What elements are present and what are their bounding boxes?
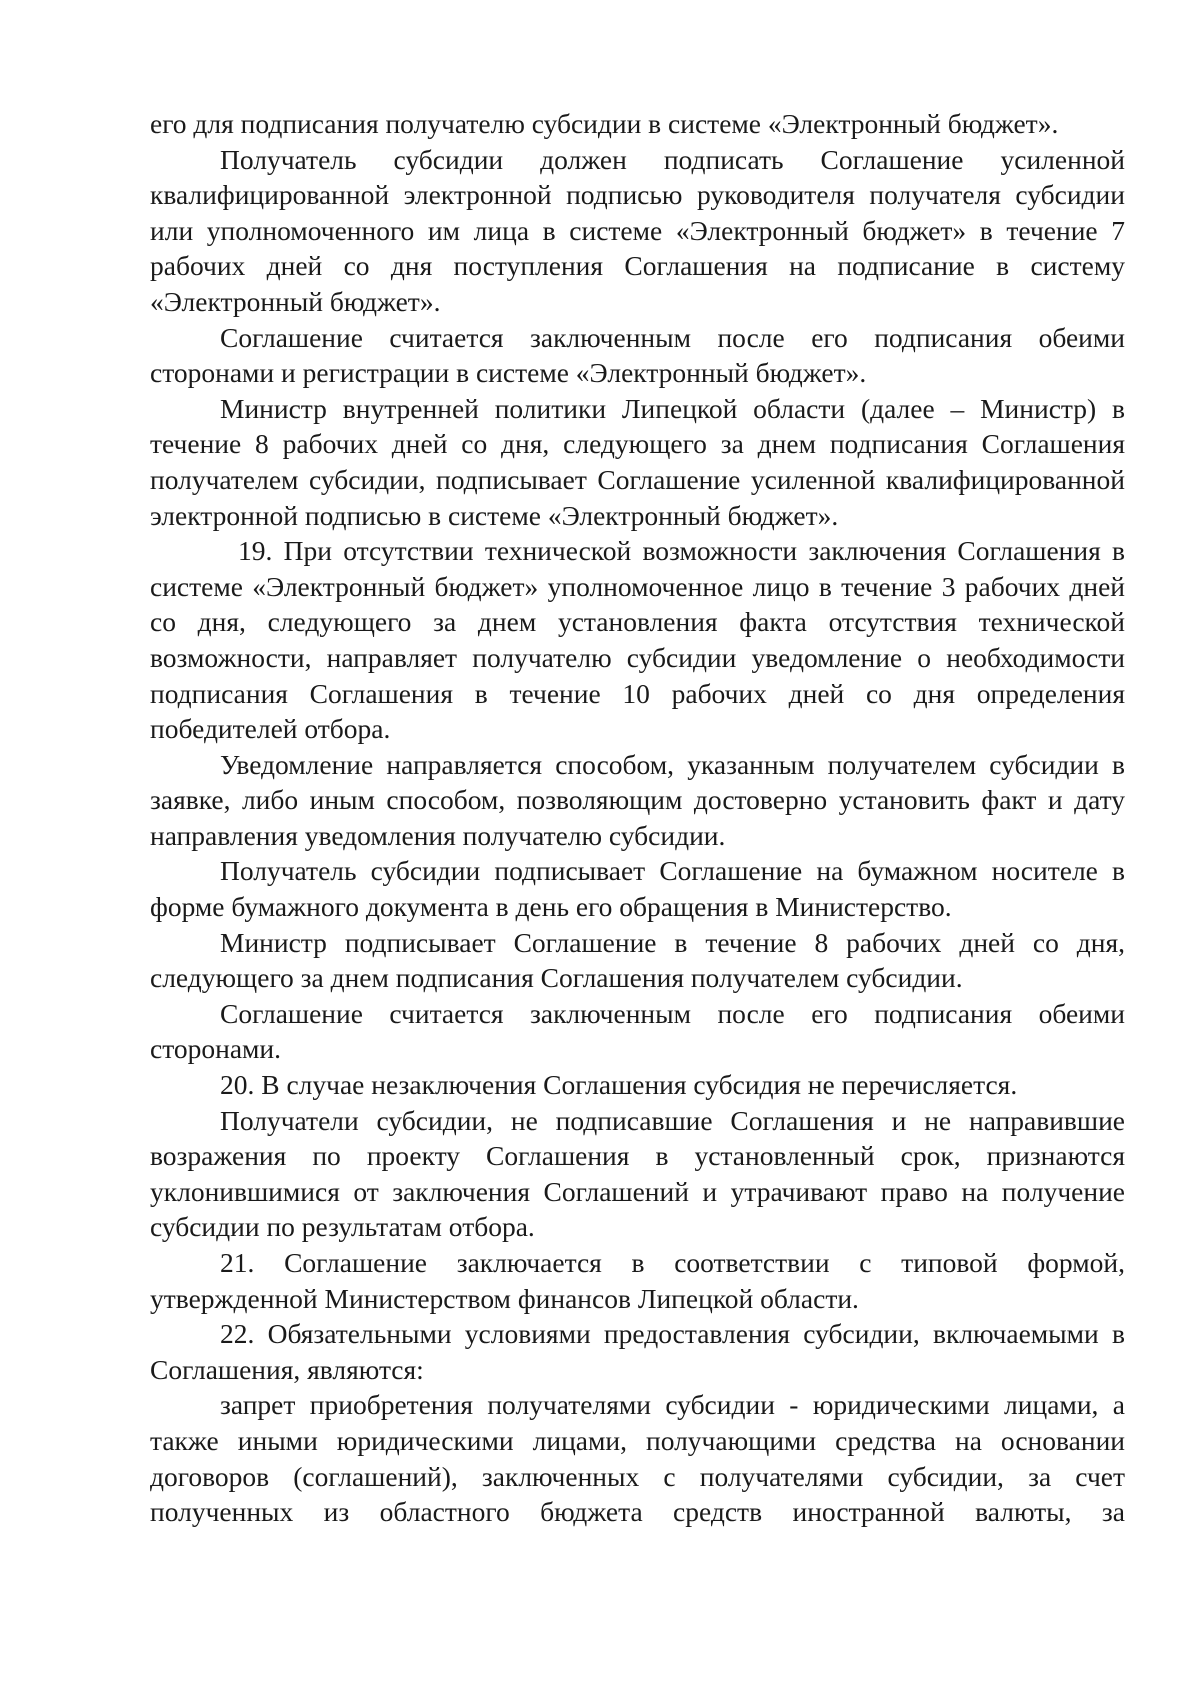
paragraph-notification: Уведомление направляется способом, указанным получателем субсидии в заявке, либо иным способом, позволяющим достоверно установить факт и дату направления уведомления получателю субсидии.: [150, 748, 1125, 851]
paragraph-continuation: его для подписания получателю субсидии в системе «Электронный бюджет».: [150, 108, 1059, 139]
paragraph-refusal: Получатели субсидии, не подписавшие Соглашения и не направившие возражения по проекту Соглашения в установленный срок, признаются уклонившимися от заключения Соглашений и утрачивают право на получение субсидии по результатам отбора.: [150, 1104, 1125, 1243]
paragraph-paper-signing: Получатель субсидии подписывает Соглашение на бумажном носителе в форме бумажного документа в день его обращения в Министерство.: [150, 855, 1125, 923]
paragraph-item-20: 20. В случае незаключения Соглашения субсидия не перечисляется.: [220, 1069, 1018, 1101]
paragraph-item-22: 22. Обязательными условиями предоставления субсидии, включаемыми в Соглашения, являются:: [150, 1318, 1125, 1385]
paragraph-item-19: 19. При отсутствии технической возможности заключения Соглашения в системе «Электронный бюджет» уполномоченное лицо в течение 3 рабочих дней со дня, следующего за днем установления факта отсутствия технической возможности, направляет получателю субсидии уведомление о необходимости подписания Соглашения в течение 10 рабочих дней со дня определения победителей отбора.: [150, 535, 1125, 745]
paragraph-concluded: Соглашение считается заключенным после его подписания обеими сторонами и регистрации в системе «Электронный бюджет».: [150, 321, 1125, 389]
paragraph-signing-term: Получатель субсидии должен подписать Соглашение усиленной квалифицированной электронной подписью руководителя получателя субсидии или уполномоченного им лица в системе «Электронный бюджет» в течение 7 рабочих дней со дня поступления Соглашения на подписание в систему «Электронный бюджет».: [150, 143, 1125, 317]
paragraph-minister-signs: Министр внутренней политики Липецкой области (далее – Министр) в течение 8 рабочих дней со дня, следующего за днем подписания Соглашения получателем субсидии, подписывает Соглашение усиленной квалифицированной электронной подписью в системе «Электронный бюджет».: [150, 392, 1125, 531]
paragraph-concluded-paper: Соглашение считается заключенным после его подписания обеими сторонами.: [150, 997, 1125, 1065]
document-body: [150, 106, 1125, 1530]
paragraph-item-21: 21. Соглашение заключается в соответствии с типовой формой, утвержденной Министерством финансов Липецкой области.: [150, 1247, 1125, 1314]
paragraph-prohibition: запрет приобретения получателями субсидии - юридическими лицами, а также иными юридическими лицами, получающими средства на основании договоров (соглашений), заключенных с получателями субсидии, за счет полученных из областного бюджета средств иностранной валюты, за: [150, 1389, 1125, 1528]
paragraph-minister-paper: Министр подписывает Соглашение в течение 8 рабочих дней со дня, следующего за днем подписания Соглашения получателем субсидии.: [150, 926, 1125, 994]
